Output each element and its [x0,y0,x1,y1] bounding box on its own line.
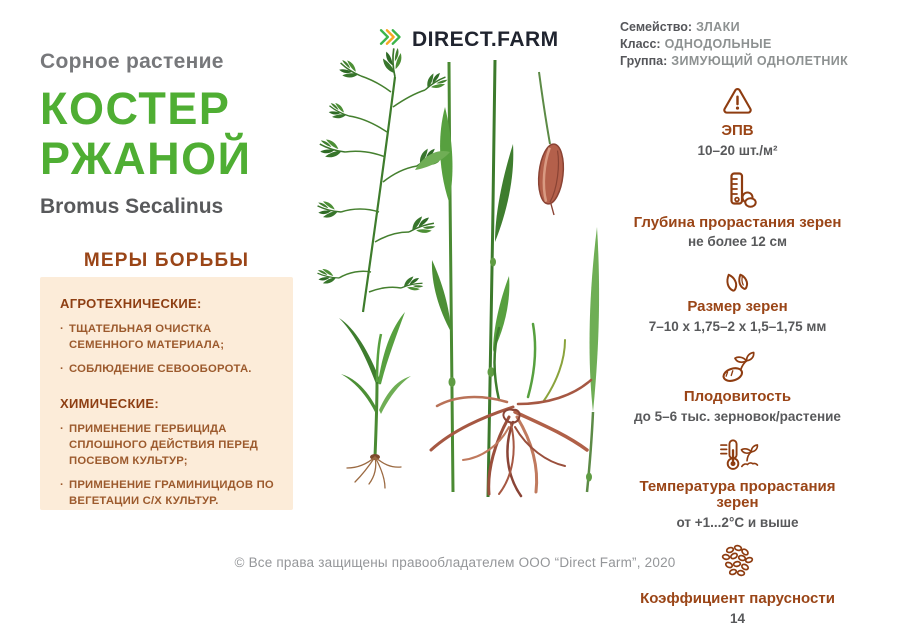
feature-title: Коэффициент парусности [640,590,835,608]
feature-value: до 5–6 тыс. зерновок/растение [634,408,841,424]
taxonomy-value: ОДНОДОЛЬНЫЕ [664,37,772,51]
plant-name-line1: КОСТЕР [40,83,231,134]
taxonomy-label: Группа: [620,54,668,68]
feature-title: ЭПВ [721,122,754,139]
taxonomy-label: Семейство: [620,20,693,34]
taxonomy-row-class [620,36,848,53]
measures-item: · ПРИМЕНЕНИЕ ГРАМИНИЦИДОВ ПО ВЕГЕТАЦИИ С/Х КУЛЬТУР. [60,477,280,509]
taxonomy-label: Класс: [620,37,661,51]
feature-value: 10–20 шт./м² [697,142,778,158]
taxonomy-panel [620,19,848,70]
logo-text: DIRECT.FARM [412,27,559,51]
ruler-seed-depth-icon [718,171,758,211]
copyright-note: © Все права защищены правообладателем ООО “Direct Farm”, 2020 [234,555,676,570]
feature-value: 14 [729,610,745,626]
taxonomy-value: ЗИМУЮЩИЙ ОДНОЛЕТНИК [671,54,849,68]
triple-chevron-icon [377,24,404,55]
feature-title: Глубина прорастания зерен [633,213,842,231]
feature-value: от +1...2°С и выше [676,515,799,531]
plant-kind-label: Сорное растение [40,50,224,73]
characteristics-column [610,84,865,628]
taxonomy-row-group [620,53,848,70]
measures-item: · ПРИМЕНЕНИЕ ГЕРБИЦИДА СПЛОШНОГО ДЕЙСТВИЯ ПЕРЕД ПОСЕВОМ КУЛЬТУР; [60,421,280,469]
feature-value: 7–10 x 1,75–2 x 1,5–1,75 мм [648,319,827,335]
plant-watercolor-illustration [303,52,623,547]
warning-triangle-icon [719,84,756,119]
control-measures-box [40,277,293,510]
feature-title: Температура прорастания зерен [639,477,836,512]
feature-title: Плодовитость [683,388,792,406]
measures-section-title: ХИМИЧЕСКИЕ: [60,396,159,412]
plant-name-line2: РЖАНОЙ [40,132,252,184]
sprouting-seed-icon [717,347,759,385]
feature-fecundity [634,347,841,426]
measures-section-agrotechnical [60,296,280,377]
feature-grain-size [649,262,827,336]
thermometer-sprout-icon [716,437,760,475]
feature-title: Размер зерен [687,298,788,316]
feature-germination-temperature [623,437,853,532]
feature-germination-depth [634,171,842,252]
grain-size-icon [720,262,756,295]
feature-epv [698,84,778,160]
measures-section-title: АГРОТЕХНИЧЕСКИЕ: [60,296,202,311]
control-measures-heading: МЕРЫ БОРЬБЫ [83,250,250,271]
measures-section-chemical [60,396,280,509]
plant-title-block [40,50,340,219]
feature-value: не более 12 см [687,234,788,250]
taxonomy-value: ЗЛАКИ [696,20,741,34]
plant-latin-name: Bromus Secalinus [40,195,224,218]
taxonomy-row-family [620,19,848,36]
direct-farm-logo [377,24,559,55]
measures-item: · ТЩАТЕЛЬНАЯ ОЧИСТКА СЕМЕННОГО МАТЕРИАЛА; [60,321,280,353]
measures-item: · СОБЛЮДЕНИЕ СЕВООБОРОТА. [60,361,280,377]
